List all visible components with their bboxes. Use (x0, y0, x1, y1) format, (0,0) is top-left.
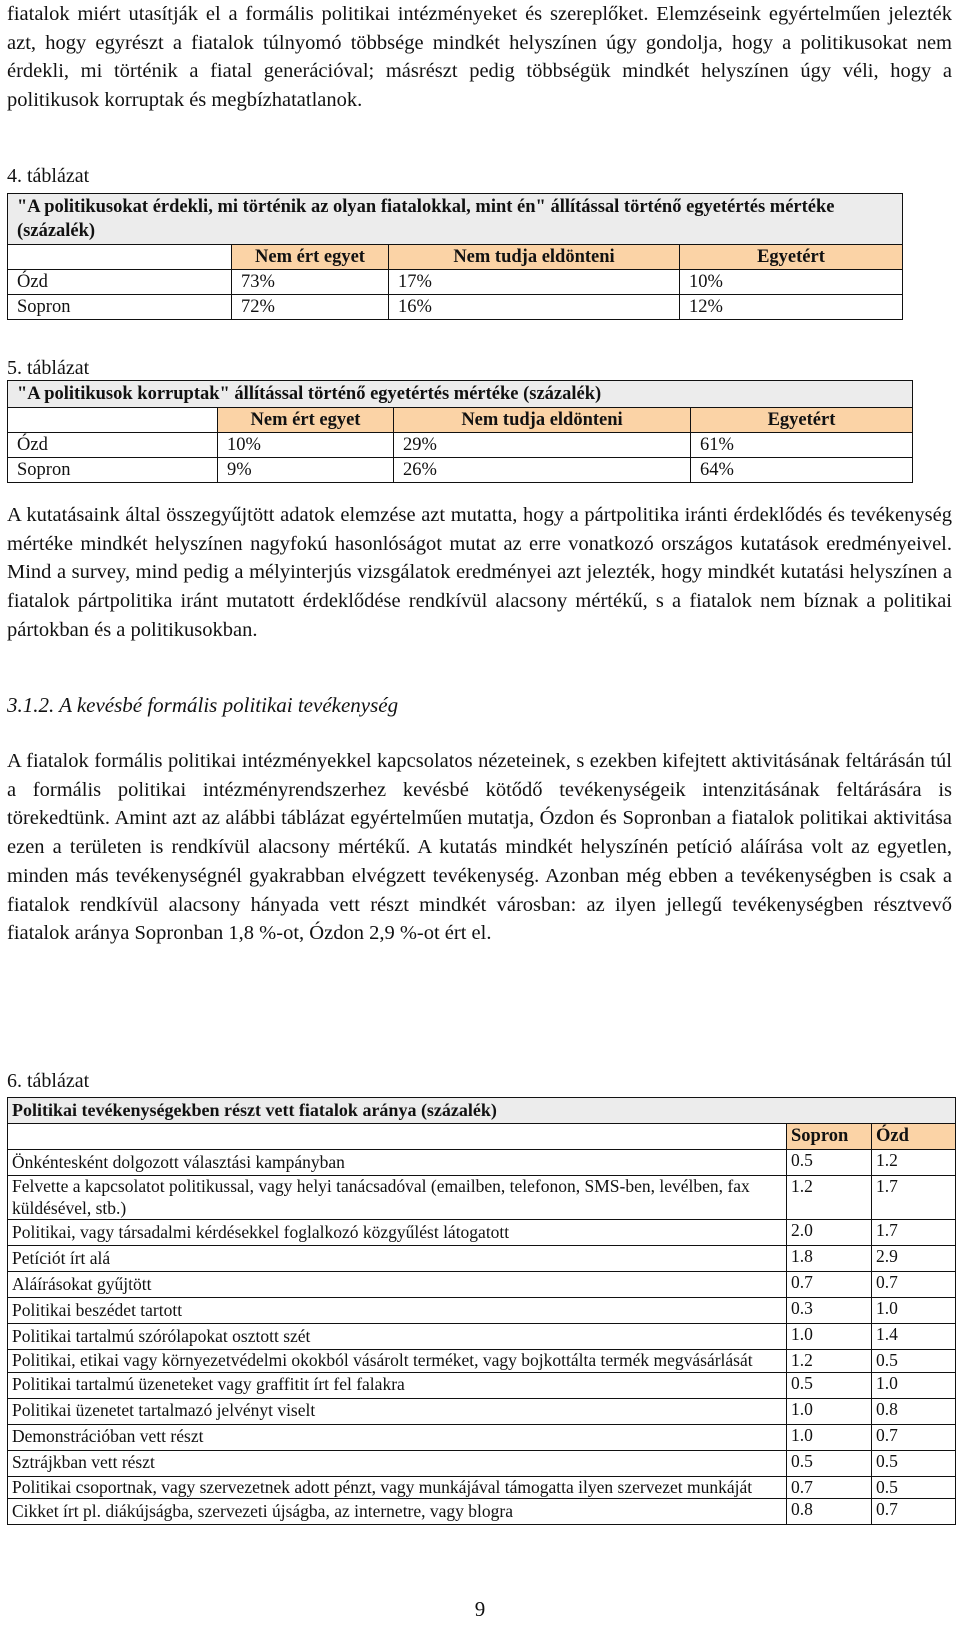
table5-cell: 29% (394, 433, 691, 458)
table6-sopron-value: 0.5 (787, 1150, 872, 1176)
table-row (8, 295, 903, 320)
table-row (8, 433, 913, 458)
table6-row-label: Politikai, etikai vagy környezetvédelmi okokból vásárolt terméket, vagy bojkottálta termék megvásárlását (8, 1350, 787, 1373)
table6-sopron-value: 1.0 (787, 1398, 872, 1424)
table5-row-label: Ózd (8, 433, 218, 458)
table5-cell: 9% (218, 458, 394, 483)
table5-corner-cell (8, 408, 218, 433)
table-row (8, 1398, 956, 1424)
table6-body (8, 1150, 956, 1525)
table6-ozd-value: 0.7 (872, 1499, 956, 1525)
table5 (7, 380, 913, 483)
table-row (8, 1350, 956, 1373)
intro-paragraph: fiatalok miért utasítják el a formális politikai intézményeket és szereplőket. Elemzéseink egyértelműen jelezték azt, hogy egyrészt a fiatalok túlnyomó többsége mindkét helyszínen úgy gondolja, hogy a politikusokat nem érdekli, mi történik a fiatal generációval; másrészt pedig többségük mindkét helyszínen úgy véli, hogy a politikusok korruptak és megbízhatatlanok. (7, 3, 952, 112)
table4-title: "A politikusokat érdekli, mi történik az olyan fiatalokkal, mint én" állítással történő egyetértés mértéke (százalék) (8, 194, 903, 245)
table4-header: Nem ért egyet (232, 245, 389, 270)
table5-row-label: Sopron (8, 458, 218, 483)
table6-ozd-value: 1.7 (872, 1176, 956, 1220)
body-paragraph-2: A kutatásaink által összegyűjtött adatok elemzése azt mutatta, hogy a pártpolitika iránti érdeklődés és tevékenység mértéke mindkét helyszínen nagyfokú hasonlóságot mutat az erre vonatkozó országos kutatások eredményeivel. Mind a survey, mind pedig a mélyinterjús vizsgálatok eredményei azt jelezték, hogy mindkét kutatási helyszínen a fiatalok pártpolitika iránt mutatott érdeklődése rendkívül alacsony mértékű, s a fiatalok nem bíznak a politikai pártokban és a politikusokban. (7, 504, 952, 641)
table6-ozd-value: 0.7 (872, 1272, 956, 1298)
table5-caption: 5. táblázat (7, 357, 90, 379)
table5-header: Nem ért egyet (218, 408, 394, 433)
table6-row-label: Önkéntesként dolgozott választási kampányban (8, 1150, 787, 1176)
table6-row-label: Demonstrációban vett részt (8, 1424, 787, 1450)
table6-ozd-value: 0.5 (872, 1350, 956, 1373)
table6-ozd-value: 1.2 (872, 1150, 956, 1176)
table6-row-label: Sztrájkban vett részt (8, 1450, 787, 1476)
table6-row-label: Cikket írt pl. diákújságba, szervezeti újságba, az internetre, vagy blogra (8, 1499, 787, 1525)
table6-sopron-value: 0.5 (787, 1450, 872, 1476)
table5-header: Nem tudja eldönteni (394, 408, 691, 433)
table6-sopron-value: 1.0 (787, 1424, 872, 1450)
table6-row-label: Petíciót írt alá (8, 1246, 787, 1272)
table5-title: "A politikusok korruptak" állítással történő egyetértés mértéke (százalék) (8, 381, 913, 408)
table4-caption: 4. táblázat (7, 165, 90, 187)
table-row (8, 1499, 956, 1525)
table4-row-label: Sopron (8, 295, 232, 320)
table6-ozd-value: 1.4 (872, 1324, 956, 1350)
table6-ozd-value: 0.5 (872, 1476, 956, 1499)
table6-row-label: Politikai tartalmú üzeneteket vagy graffitit írt fel falakra (8, 1372, 787, 1398)
page-number: 9 (474, 1597, 486, 1621)
table-row (8, 1424, 956, 1450)
table4-header: Nem tudja eldönteni (389, 245, 680, 270)
body-paragraph-3: A fiatalok formális politikai intézményekkel kapcsolatos nézeteinek, s ezekben kifejtett aktivitásának feltárásán túl a formális politikai intézményrendszerhez kevésbé kötődő tevékenységeik intenzitásának feltárására is törekedtünk. Amint azt az alábbi táblázat egyértelműen mutatja, Ózdon és Sopronban a fiatalok politikai aktivitása ezen a területen is rendkívül alacsony mértékű. A kutatás mindkét helyszínén petíció aláírása volt az egyetlen, minden más tevékenységnél gyakrabban elvégzett tevékenység. Azonban még ebben a tevékenységben is csak a fiatalok rendkívül alacsony hányada vett részt mindkét városban: az ilyen jellegű tevékenységben résztvevő fiatalok aránya Sopronban 1,8 %-ot, Ózdon 2,9 %-ot ért el. (7, 750, 952, 945)
table6-sopron-value: 1.0 (787, 1324, 872, 1350)
table4-row-label: Ózd (8, 270, 232, 295)
table-row (8, 1220, 956, 1246)
table5-header: Egyetért (691, 408, 913, 433)
table6-title: Politikai tevékenységekben részt vett fiatalok aránya (százalék) (8, 1098, 956, 1124)
table6-row-label: Politikai üzenetet tartalmazó jelvényt viselt (8, 1398, 787, 1424)
table-row (8, 1246, 956, 1272)
table-row (8, 1476, 956, 1499)
table5-cell: 26% (394, 458, 691, 483)
table4 (7, 193, 903, 320)
table6-header: Sopron (787, 1124, 872, 1150)
table6-corner-cell (8, 1124, 787, 1150)
table-row (8, 1150, 956, 1176)
table-row (8, 270, 903, 295)
table4-cell: 10% (680, 270, 903, 295)
table6-sopron-value: 1.8 (787, 1246, 872, 1272)
table6-sopron-value: 2.0 (787, 1220, 872, 1246)
table6-sopron-value: 0.5 (787, 1372, 872, 1398)
table6-row-label: Politikai tartalmú szórólapokat osztott szét (8, 1324, 787, 1350)
table6-row-label: Politikai csoportnak, vagy szervezetnek adott pénzt, vagy munkájával támogatta ilyen szervezet munkáját (8, 1476, 787, 1499)
table4-corner-cell (8, 245, 232, 270)
section-heading: 3.1.2. A kevésbé formális politikai tevékenység (7, 693, 399, 717)
table-row (8, 1272, 956, 1298)
table-row (8, 1372, 956, 1398)
table-row (8, 1298, 956, 1324)
table6-ozd-value: 1.0 (872, 1298, 956, 1324)
table4-header: Egyetért (680, 245, 903, 270)
table-row (8, 1176, 956, 1220)
table6-sopron-value: 0.7 (787, 1272, 872, 1298)
table6-header: Ózd (872, 1124, 956, 1150)
table6-sopron-value: 0.7 (787, 1476, 872, 1499)
table6 (7, 1097, 956, 1525)
table6-ozd-value: 0.7 (872, 1424, 956, 1450)
table4-cell: 12% (680, 295, 903, 320)
table4-cell: 72% (232, 295, 389, 320)
table6-sopron-value: 0.3 (787, 1298, 872, 1324)
table6-row-label: Politikai, vagy társadalmi kérdésekkel foglalkozó közgyűlést látogatott (8, 1220, 787, 1246)
table4-cell: 73% (232, 270, 389, 295)
table5-cell: 10% (218, 433, 394, 458)
table6-caption: 6. táblázat (7, 1070, 90, 1092)
table-row (8, 458, 913, 483)
table6-ozd-value: 0.5 (872, 1450, 956, 1476)
table6-row-label: Aláírásokat gyűjtött (8, 1272, 787, 1298)
table5-cell: 64% (691, 458, 913, 483)
table6-row-label: Felvette a kapcsolatot politikussal, vagy helyi tanácsadóval (emailben, telefonon, SMS-ben, levélben, fax küldésével, stb.) (8, 1176, 787, 1220)
table6-sopron-value: 0.8 (787, 1499, 872, 1525)
table6-ozd-value: 2.9 (872, 1246, 956, 1272)
table-row (8, 1324, 956, 1350)
table6-row-label: Politikai beszédet tartott (8, 1298, 787, 1324)
table6-ozd-value: 1.0 (872, 1372, 956, 1398)
table6-ozd-value: 1.7 (872, 1220, 956, 1246)
table6-sopron-value: 1.2 (787, 1350, 872, 1373)
table5-cell: 61% (691, 433, 913, 458)
table4-cell: 16% (389, 295, 680, 320)
table6-sopron-value: 1.2 (787, 1176, 872, 1220)
table4-cell: 17% (389, 270, 680, 295)
table6-ozd-value: 0.8 (872, 1398, 956, 1424)
table-row (8, 1450, 956, 1476)
